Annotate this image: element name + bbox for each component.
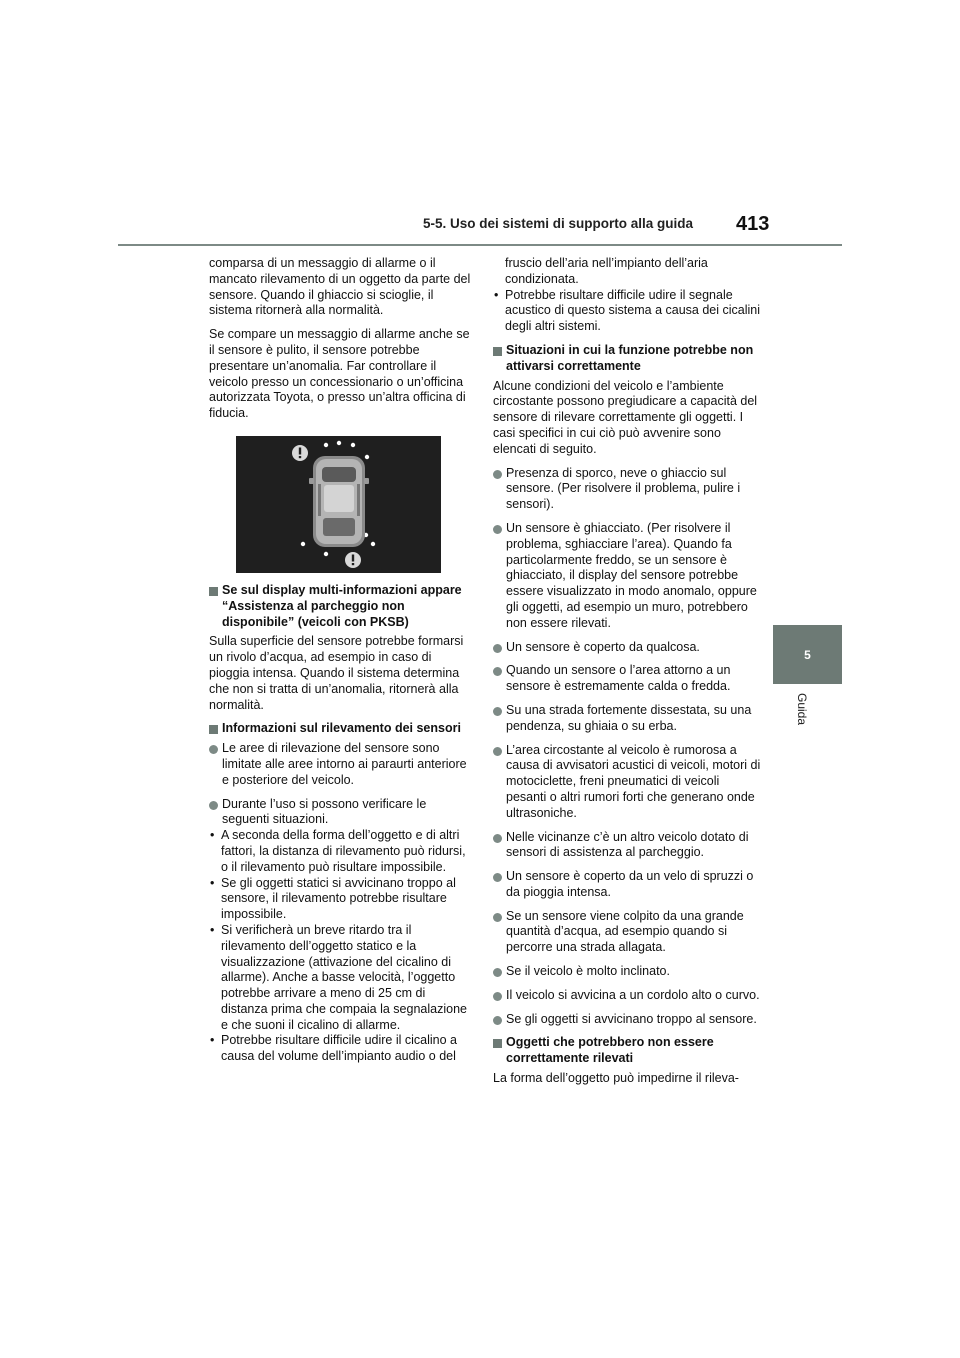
sensor-dot-icon: [371, 542, 375, 546]
paragraph: Sulla superficie del sensore potrebbe formarsi un rivolo d’acqua, ad esempio in caso di pioggia intensa. Quando il sistema determina che non si tratta di un’anomalia, ritornerà alla normalità.: [209, 634, 464, 712]
section-heading: Se sul display multi-informazioni appare “Assistenza al parcheggio non disponibile” (veicoli con PKSB): [209, 583, 471, 630]
bullet-item: L’area circostante al veicolo è rumorosa a causa di avvisatori acustici di veicoli, motori di motociclette, freni pneumatici di veicoli pesanti o altri rumori forti che generano onde ultrasoniche.: [493, 743, 761, 822]
sub-list: [209, 828, 471, 1065]
bullet-item: Le aree di rilevazione del sensore sono limitate alle aree intorno ai paraurti anteriore e posteriore del veicolo.: [209, 741, 471, 788]
bullet-item: Su una strada fortemente dissestata, su una pendenza, su ghiaia o su erba.: [493, 703, 761, 735]
chapter-tab: [773, 625, 842, 684]
right-column: [493, 256, 761, 1095]
sensor-dot-icon: [324, 552, 328, 556]
left-column: [209, 256, 471, 1065]
section-heading: Situazioni in cui la funzione potrebbe non attivarsi correttamente: [493, 343, 761, 375]
sensor-display-figure: [236, 436, 441, 573]
bullet-item: Se il veicolo è molto inclinato.: [493, 964, 761, 980]
continued-text: fruscio dell’aria nell’impianto dell’aria condizionata.: [505, 256, 708, 286]
bullet-text: Durante l’uso si possono verificare le seguenti situazioni.: [222, 796, 427, 827]
paragraph: Alcune condizioni del veicolo e l’ambiente circostante possono pregiudicare a capacità del sensore di rilevare correttamente gli oggetti. I casi specifici in cui ciò può avvenire sono elencati di seguito.: [493, 378, 758, 456]
sub-item: • Potrebbe risultare difficile udire il segnale acustico di questo sistema a causa dei cicalini degli altri sistemi.: [493, 288, 761, 335]
sub-item: • A seconda della forma dell’oggetto e di altri fattori, la distanza di rilevamento può ridursi, o il rilevamento può risultare impossibile.: [209, 828, 471, 875]
bullet-item: Quando un sensore o l’area attorno a un sensore è estremamente calda o fredda.: [493, 663, 761, 695]
section-heading: Informazioni sul rilevamento dei sensori: [209, 721, 471, 737]
car-top-view-icon: [236, 436, 441, 573]
bullet-item: Un sensore è ghiacciato. (Per risolvere il problema, sghiacciare l’area). Quando fa particolarmente freddo, se un sensore è ghiacciato, il display del sensore potrebbe essere visualizzato in modo anomalo, oppure gli oggetti, ad esempio un muro, potrebbero non essere rilevati.: [493, 521, 761, 632]
bullet-item: Presenza di sporco, neve o ghiaccio sul sensore. (Per risolvere il problema, pulire i sensori).: [493, 466, 761, 513]
sensor-dot-icon: [301, 542, 305, 546]
chapter-number: 5: [804, 647, 811, 662]
bullet-item: Un sensore è coperto da un velo di spruzzi o da pioggia intensa.: [493, 869, 761, 901]
bullet-item: [209, 797, 471, 829]
section-heading: Oggetti che potrebbero non essere correttamente rilevati: [493, 1035, 761, 1067]
sensor-dot-icon: [351, 443, 355, 447]
sub-item: • Potrebbe risultare difficile udire il cicalino a causa del volume dell’impianto audio o del: [209, 1033, 471, 1065]
page-number: 413: [736, 213, 770, 235]
sub-item: • Si verificherà un breve ritardo tra il rilevamento dell’oggetto statico e la visualizzazione (attivazione del cicalino di allarme). Anche a basse velocità, l’oggetto potrebbe arrivare a meno di 25 cm di distanza prima che compaia la segnalazione e che suoni il cicalino di allarme.: [209, 923, 471, 1034]
sensor-dot-icon: [365, 455, 369, 459]
chapter-label: Guida: [795, 693, 809, 726]
bullet-item: Il veicolo si avvicina a un cordolo alto o curvo.: [493, 988, 761, 1004]
sub-item: • Se gli oggetti statici si avvicinano troppo al sensore, il rilevamento potrebbe risultare impossibile.: [209, 876, 471, 923]
sensor-dot-icon: [337, 441, 341, 445]
paragraph: La forma dell’oggetto può impedirne il rileva-: [493, 1071, 739, 1086]
header-section-title: 5-5. Uso dei sistemi di supporto alla guida: [423, 216, 694, 231]
bullet-item: Se un sensore viene colpito da una grande quantità d’acqua, ad esempio quando si percorre una strada allagata.: [493, 909, 761, 956]
sensor-dot-icon: [324, 443, 328, 447]
bullet-item: Se gli oggetti si avvicinano troppo al sensore.: [493, 1012, 761, 1028]
bullet-item: Nelle vicinanze c’è un altro veicolo dotato di sensori di assistenza al parcheggio.: [493, 830, 761, 862]
paragraph: Se compare un messaggio di allarme anche se il sensore è pulito, il sensore potrebbe presentare un’anomalia. Far controllare il veicolo presso un concessionario o un’officina autorizzata Toyota, o presso un’altra officina di fiducia.: [209, 327, 470, 421]
paragraph: comparsa di un messaggio di allarme o il mancato rilevamento di un oggetto da parte del sensore. Quando il ghiaccio si scioglie, il sistema ritornerà alla normalità.: [209, 256, 471, 318]
bullet-item: Un sensore è coperto da qualcosa.: [493, 640, 761, 656]
header-divider: [118, 244, 842, 246]
